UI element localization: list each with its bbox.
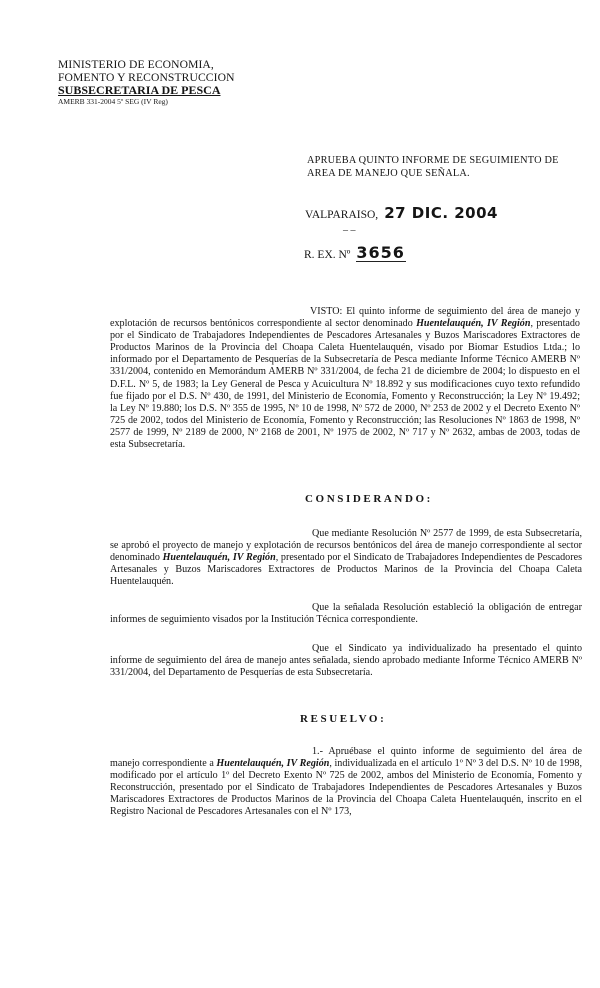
considerando-sector: Huentelauquén, IV Región [162,552,276,564]
document-subject: APRUEBA QUINTO INFORME DE SEGUIMIENTO DE AREA DE MANEJO QUE SEÑALA. [307,155,559,179]
letterhead [58,58,248,106]
letterhead-reference: AMERB 331-2004 5º SEG (IV Reg) [58,97,168,106]
resolution-number-line [304,245,406,262]
visto-intro: VISTO: El quinto informe de seguimiento del área de manejo y explotación de recursos bentónicos correspondiente al sector denominado [110,306,580,330]
letterhead-subsecretaria: SUBSECRETARIA DE PESCA [58,83,221,97]
resuelvo-heading: RESUELVO: [300,713,387,725]
date-line [305,204,498,222]
date-dash: – – [343,225,356,236]
considerando-paragraph-2: Que la señalada Resolución estableció la obligación de entregar informes de seguimiento visados por la Institución Técnica correspondiente. [110,602,582,626]
rex-label: R. EX. Nº [304,249,351,261]
visto-sector: Huentelauquén, IV Región [416,318,531,330]
resuelvo-sector: Huentelauquén, IV Región [216,758,330,770]
rex-number: 3656 [356,243,405,262]
date-city: VALPARAISO, [305,209,379,221]
considerando-heading: CONSIDERANDO: [305,493,433,505]
considerando-paragraph-1: Que mediante Resolución Nº 2577 de 1999, de esta Subsecretaría, se aprobó el proyecto de manejo y explotación de recursos bentónicos del área de manejo correspondiente al sector denominado Huentelauquén, IV Región, presentado por el Sindicato de Trabajadores Independientes de Pescadores Artesanales y Buzos Mariscadores Extractores de Productos Marinos de la Provincia del Choapa Caleta Huentelauquén. [110,528,582,588]
letterhead-ministry-cont: FOMENTO Y RECONSTRUCCION [58,71,235,84]
letterhead-ministry: MINISTERIO DE ECONOMIA, [58,58,214,71]
visto-paragraph [110,306,580,451]
considerando-paragraph-3: Que el Sindicato ya individualizado ha presentado el quinto informe de seguimiento del área de manejo antes señalada, siendo aprobado mediante Informe Técnico AMERB Nº 331/2004, del Departamento de Pesquerías de esta Subsecretaría. [110,643,582,679]
visto-rest: , presentado por el Sindicato de Trabajadores Independientes de Pescadores Artesanales y Buzos Mariscadores Extractores de Productos Marinos de la Provincia del Choapa Caleta Huentelauquén, visado por Biomar Estudios Ltda.; lo informado por el Departamento de Pesquerías de la Subsecretaría de Pesca mediante Informe Técnico AMERB Nº 331/2004, contenido en Memorándum AMERB Nº 331/2004, de fecha 21 de diciembre de 2004; lo dispuesto en el D.F.L. Nº 5, de 1983; la Ley General de Pesca y Acuicultura Nº 18.892 y sus modificaciones cuyo texto refundido fue fijado por el D.S. Nº 430, de 1991, del Ministerio de Economía, Fomento y Reconstrucción; la Ley Nº 19.492; la Ley Nº 19.880; los D.S. Nº 355 de 1995, Nº 10 de 1998, Nº 572 de 2000, Nº 253 de 2002 y el Decreto Exento Nº 725 de 2002, todos del Ministerio de Economía, Fomento y Reconstrucción; las Resoluciones Nº 1863 de 1998, Nº 2577 de 1999, Nº 2189 de 2000, Nº 2168 de 2001, Nº 1975 de 2002, Nº 717 y Nº 2632, ambas de 2003, todas de esta Subsecretaría. [110,318,580,451]
date-stamp: 27 DIC. 2004 [384,204,498,222]
resuelvo-paragraph-1: 1.- Apruébase el quinto informe de seguimiento del área de manejo correspondiente a Huentelauquén, IV Región, individualizada en el artículo 1º Nº 3 del D.S. Nº 10 de 1998, modificado por el artículo 1º del Decreto Exento Nº 725 de 2002, ambos del Ministerio de Economía, Fomento y Reconstrucción, presentado por el Sindicato de Trabajadores Independientes de Pescadores Artesanales y Buzos Mariscadores Extractores de Productos Marinos de la Provincia del Choapa Caleta Huentelauquén, inscrito en el Registro Nacional de Pescadores Artesanales con el Nº 173, [110,746,582,818]
